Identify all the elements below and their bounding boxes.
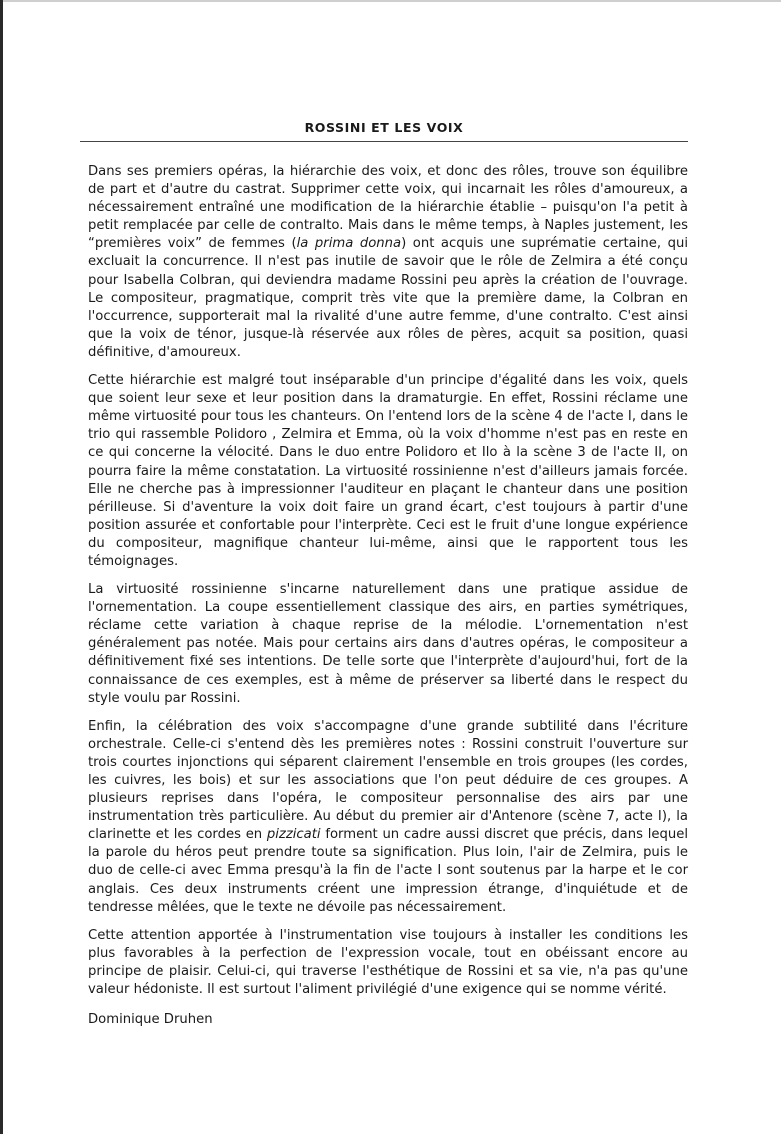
- page-binding-edge: [0, 0, 3, 1134]
- paragraph-1-italic: la prima donna: [296, 236, 402, 252]
- paragraph-4-italic: pizzicati: [266, 827, 321, 843]
- paragraph-5: Cette attention apportée à l'instrumentation vise toujours à installer les conditions les plus favorables à la perfection de l'expression vocale, tout en obéissant encore au principe de plaisir. Celui-ci, qui traverse l'esthétique de Rossini et sa vie, n'a pas qu'une valeur hédoniste. Il est surtout l'aliment privilégié d'une exigence qui se nomme vérité.: [88, 927, 688, 998]
- paragraph-1-end: ) ont acquis une suprématie certaine, qui excluait la concurrence. Il n'est pas inutile de savoir que le rôle de Zelmira a été conçu pour Isabella Colbran, qui deviendra madame Rossini peu après la création de l'ouvrage. Le compositeur, pragmatique, comprit très vite que la première dame, la Colbran en l'occurrence, supporterait mal la rivalité d'une autre femme, d'une contralto. C'est ainsi que la voix de ténor, jusque-là réservée aux rôles de pères, acquit sa position, quasi définitive, d'amoureux.: [88, 236, 688, 360]
- paragraph-1: [88, 163, 688, 362]
- paragraph-4-start: Enfin, la célébration des voix s'accompagne d'une grande subtilité dans l'écriture orchestrale. Celle-ci s'entend dès les premières notes : Rossini construit l'ouverture sur trois courtes injonctions qui séparent clairement l'ensemble en trois groupes (les cordes, les cuivres, les bois) et sur les associations que l'on peut déduire de ces groupes. A plusieurs reprises dans l'opéra, le compositeur personnalise des airs par une instrumentation très particulière. Au début du premier air d'Antenore (scène 7, acte I), la clarinette et les cordes en: [88, 718, 688, 843]
- running-header: [80, 120, 688, 142]
- page-top-edge: [0, 0, 781, 2]
- paragraph-1-start: Dans ses premiers opéras, la hiérarchie des voix, et donc des rôles, trouve son équilibre de part et d'autre du castrat. Supprimer cette voix, qui incarnait les rôles d'amoureux, a nécessairement entraîné une modification de la hiérarchie établie – puisqu'on l'a petit à petit remplacée par celle de contralto. Mais dans le même temps, à Naples justement, les “premières voix” de femmes (: [88, 164, 688, 252]
- header-rule: [80, 141, 688, 142]
- author-signature: Dominique Druhen: [88, 1012, 213, 1028]
- paragraph-2: Cette hiérarchie est malgré tout inséparable d'un principe d'égalité dans les voix, quels que soient leur sexe et leur position dans la dramaturgie. En effet, Rossini réclame une même virtuosité pour tous les chanteurs. On l'entend lors de la scène 4 de l'acte I, dans le trio qui rassemble Polidoro , Zelmira et Emma, où la voix d'homme n'est pas en reste en ce qui concerne la vélocité. Dans le duo entre Polidoro et Ilo à la scène 3 de l'acte II, on pourra faire la même constatation. La virtuosité rossinienne n'est d'ailleurs jamais forcée. Elle ne cherche pas à impressionner l'auditeur en plaçant le chanteur dans une position périlleuse. Si d'aventure la voix doit faire un grand écart, c'est toujours à partir d'une position assurée et confortable pour l'interprète. Ceci est le fruit d'une longue expérience du compositeur, magnifique chanteur lui-même, ainsi que le rapportent tous les témoignages.: [88, 373, 688, 569]
- article-body: [88, 163, 688, 1039]
- paragraph-3: La virtuosité rossinienne s'incarne naturellement dans une pratique assidue de l'ornementation. La coupe essentiellement classique des airs, en parties symétriques, réclame cette variation à chaque reprise de la mélodie. L'ornementation n'est généralement pas notée. Mais pour certains airs dans d'autres opéras, le compositeur a définitivement fixé ses intentions. De telle sorte que l'interprète d'aujourd'hui, fort de la connaissance de ces exemples, est à même de préserver sa liberté dans le respect du style voulu par Rossini.: [88, 582, 688, 706]
- paragraph-4-end: forment un cadre aussi discret que précis, dans lequel la parole du héros peut prendre toute sa signification. Plus loin, l'air de Zelmira, puis le duo de celle-ci avec Emma presqu'à la fin de l'acte I sont soutenus par la harpe et le cor anglais. Ces deux instruments créent une impression étrange, d'inquiétude et de tendresse mêlées, que le texte ne dévoile pas nécessairement.: [88, 827, 688, 915]
- paragraph-4: [88, 718, 688, 917]
- page-title: ROSSINI ET LES VOIX: [304, 120, 464, 135]
